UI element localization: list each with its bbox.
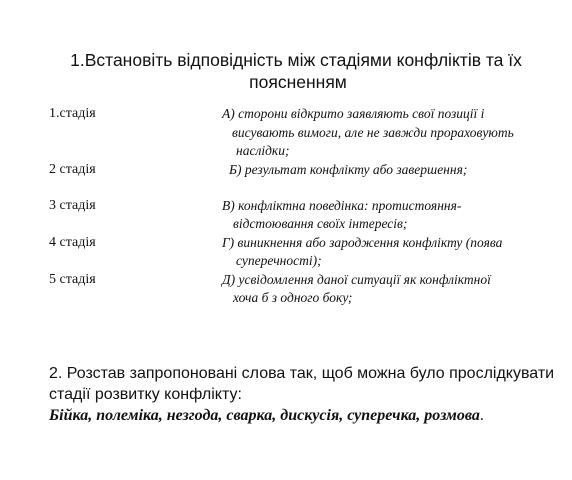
description-v-line1: В) конфліктна поведінка: протистояння- (222, 198, 462, 213)
description-g-line1: Г) виникнення або зародження конфлікту (поява (222, 235, 503, 250)
task2-end-mark: . (479, 407, 484, 424)
task1-title-line1: 1.Встановіть відповідність між стадіями конфліктів та їх (70, 50, 522, 70)
description-d-line2: хоча б з одного боку; (233, 290, 353, 305)
description-v-line2: відстоювання своїх інтересів; (233, 216, 408, 231)
description-a-line3: наслідки; (236, 143, 290, 158)
stage-label-1: 1.стадія (49, 106, 96, 121)
stage-label-2: 2 стадія (49, 162, 96, 177)
stage-label-3: 3 стадія (49, 198, 96, 213)
description-d-line1: Д) усвідомлення даної ситуації як конфліктної (222, 272, 491, 287)
task2-instruction-line2: стадії розвитку конфлікту: (49, 386, 242, 403)
task1-title-line2: поясненням (249, 72, 347, 92)
task2-word-list (49, 405, 484, 427)
task2-words: Бійка, полеміка, незгода, сварка, дискусія, суперечка, розмова (49, 407, 480, 424)
stage-label-5: 5 стадія (49, 272, 96, 287)
description-g-line2: суперечності); (236, 253, 322, 268)
stage-label-4: 4 стадія (49, 235, 96, 250)
task2-instruction-line1: 2. Розстав запропоновані слова так, щоб можна було прослідкувати (49, 365, 555, 382)
description-a-line2: висувають вимоги, але не завжди прораховують (232, 125, 514, 140)
description-b-line1: Б) результат конфлікту або завершення; (229, 162, 468, 177)
description-a-line1: А) сторони відкрито заявляють свої позиції і (222, 106, 485, 121)
